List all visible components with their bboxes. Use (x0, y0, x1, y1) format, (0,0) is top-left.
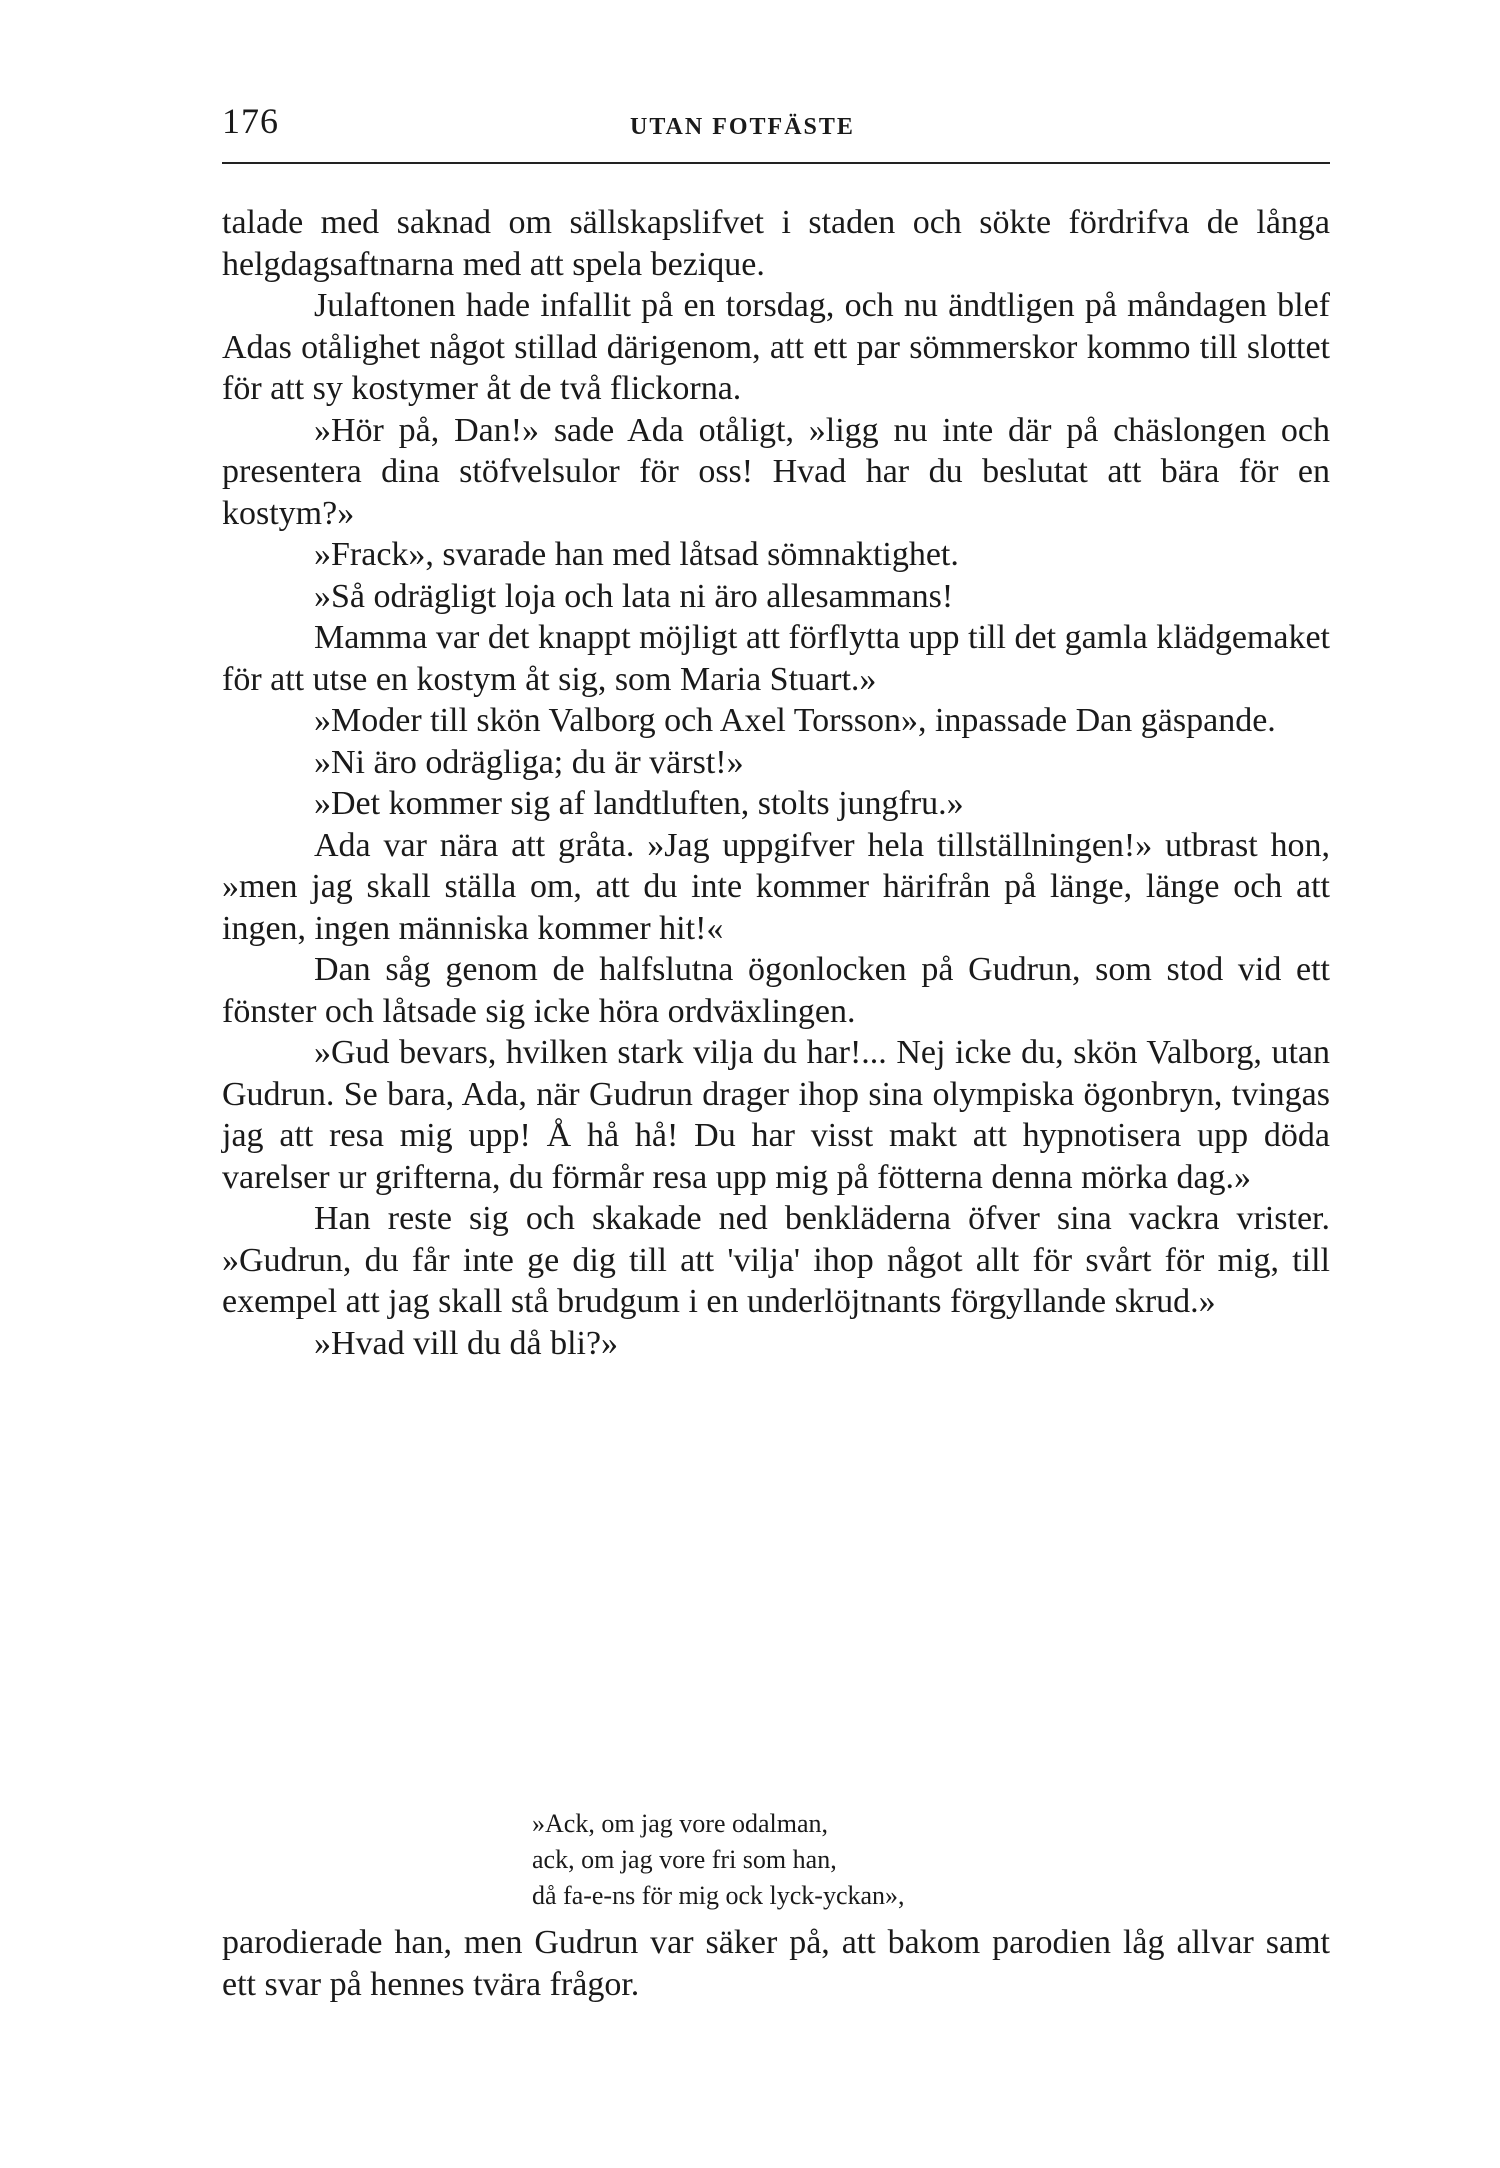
paragraph: parodierade han, men Gudrun var säker på, att bakom parodien låg allvar samt ett svar på hennes tvära frågor. (222, 1924, 1330, 2003)
paragraph: »Frack», svarade han med låtsad sömnaktighet. (314, 536, 959, 573)
body-text (222, 202, 1330, 1364)
verse-quote (532, 1806, 905, 1914)
running-title: UTAN FOTFÄSTE (630, 114, 855, 140)
paragraph: »Gud bevars, hvilken stark vilja du har!... Nej icke du, skön Valborg, utan Gudrun. Se bara, Ada, när Gudrun drager ihop sina olympiska ögonbryn, tvingas jag att resa mig upp! Å hå hå! Du har visst makt att hypnotisera upp döda varelser ur grifterna, du förmår resa upp mig på fötterna denna mörka dag.» (222, 1034, 1330, 1196)
paragraph: Mamma var det knappt möjligt att förflytta upp till det gamla klädgemaket för att utse en kostym åt sig, som Maria Stuart.» (222, 619, 1330, 698)
page-number: 176 (222, 101, 279, 141)
paragraph: »Så odrägligt loja och lata ni äro allesammans! (314, 577, 954, 615)
verse-line: ack, om jag vore fri som han, (532, 1845, 837, 1874)
paragraph: Han reste sig och skakade ned benkläderna öfver sina vackra vrister. »Gudrun, du får inte ge dig till att 'vilja' ihop något allt för svårt för mig, till exempel att jag skall stå brudgum i en underlöjtnants förgyllande skrud.» (222, 1200, 1330, 1320)
page-header (222, 100, 1330, 160)
closing-text (222, 1922, 1330, 2005)
paragraph: Dan såg genom de halfslutna ögonlocken på Gudrun, som stod vid ett fönster och låtsade sig icke höra ordväxlingen. (222, 951, 1330, 1030)
paragraph: »Det kommer sig af landtluften, stolts jungfru.» (314, 785, 964, 822)
paragraph: Ada var nära att gråta. »Jag uppgifver hela tillställningen!» utbrast hon, »men jag skall ställa om, att du inte kommer härifrån på länge, länge och att ingen, ingen människa kommer hit!« (222, 826, 1330, 947)
paragraph: »Hör på, Dan!» sade Ada otåligt, »ligg nu inte där på chäslongen och presentera dina stöfvelsulor för oss! Hvad har du beslutat att bära för en kostym?» (222, 411, 1330, 532)
verse-line: »Ack, om jag vore odalman, (532, 1809, 829, 1838)
paragraph: »Hvad vill du då bli?» (314, 1324, 619, 1362)
paragraph: Julaftonen hade infallit på en torsdag, och nu ändtligen på måndagen blef Adas otålighet något stillad därigenom, att ett par sömmerskor kommo till slottet för att sy kostymer åt de två flickorna. (222, 287, 1330, 407)
paragraph: talade med saknad om sällskapslifvet i staden och sökte fördrifva de långa helgdagsaftnarna med att spela bezique. (222, 204, 1330, 283)
header-rule (222, 162, 1330, 164)
paragraph: »Ni äro odrägliga; du är värst!» (314, 743, 744, 781)
verse-line: då fa-e-ns för mig ock lyck-yckan», (532, 1881, 905, 1910)
paragraph: »Moder till skön Valborg och Axel Torsson», inpassade Dan gäspande. (314, 702, 1276, 739)
